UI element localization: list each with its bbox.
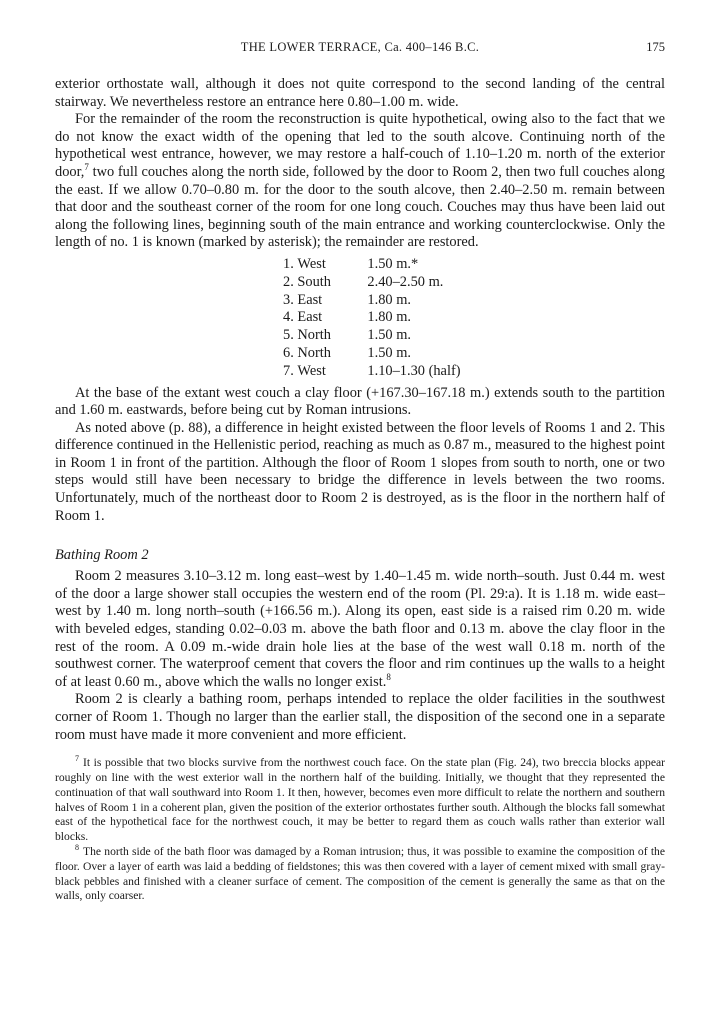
couch-direction: East — [297, 291, 323, 308]
paragraph: As noted above (p. 88), a difference in height existed between the floor levels of Rooms 1 and 2. This difference continued in the Hellenistic period, reaching as much as 0.87 m., measured to the highest point in Room 1 in front of the partition. Although the floor of Room 1 slopes from south to north, one or two steps would still have been necessary to bridge the difference in levels between the two rooms. Unfortunately, much of the northeast door to Room 2 is destroyed, as is the floor in the northern half of Room 1. — [55, 419, 665, 524]
couch-row — [283, 345, 665, 363]
paragraph-text: two full couches along the north side, followed by the door to Room 2, then two full couches along the east. If we allow 0.70–0.80 m. for the door to the south alcove, then 2.40–2.50 m. remain between that door and the southeast corner of the room for one long couch. Couches may thus have been laid out along the following lines, beginning south of the main entrance and working counterclockwise. Only the length of no. 1 is known (marked by asterisk); the remainder are restored. — [55, 163, 665, 251]
running-head: THE LOWER TERRACE, Ca. 400–146 B.C. — [240, 40, 480, 54]
couch-row — [283, 256, 665, 274]
couch-row — [283, 327, 665, 345]
footnote-ref: 7 — [84, 162, 89, 173]
footnote-ref: 8 — [386, 672, 391, 683]
couch-num: 3. — [283, 291, 294, 308]
paragraph — [55, 111, 665, 252]
couch-direction: East — [297, 309, 323, 326]
paragraph: Room 2 is clearly a bathing room, perhaps intended to replace the older facilities in the southwest corner of Room 1. Though no larger than the earlier stall, the disposition of the second one in a separate room must have made it more convenient and more efficient. — [55, 691, 665, 743]
page — [55, 40, 665, 904]
couch-row — [283, 292, 665, 310]
footnote-number: 7 — [75, 754, 79, 764]
couch-direction: North — [297, 344, 331, 361]
page-header — [55, 40, 665, 60]
footnote-text: The north side of the bath floor was damaged by a Roman intrusion; thus, it was possible to examine the composition of the floor. Over a layer of earth was laid a bedding of fieldstones; this was then covered with a layer of cement mixed with small gray-black pebbles and finished with a cleaner surface of cement. The composition of the cement is generally the same as that on the walls, only coarser. — [55, 844, 665, 903]
couch-length: 1.50 m.* — [367, 255, 419, 272]
paragraph-text: For the remainder of the room the reconstruction is quite hypothetical, owing also to the fact that we do not know the exact width of the opening that led to the south alcove. Continuing north of the hypothetical west entrance, however, we may restore a half-couch of 1.10–1.20 m. north of the exterior door, — [55, 111, 665, 180]
page-number: 175 — [646, 40, 665, 54]
couch-num: 7. — [283, 362, 294, 379]
couch-num: 4. — [283, 309, 294, 326]
couch-length: 1.50 m. — [367, 344, 411, 361]
couch-length: 1.10–1.30 (half) — [367, 362, 461, 379]
couch-num: 6. — [283, 344, 294, 361]
footnote-number: 8 — [75, 843, 79, 853]
couch-row — [283, 363, 665, 381]
footnotes — [55, 756, 665, 904]
couch-list — [283, 256, 665, 381]
couch-num: 1. — [283, 255, 294, 272]
paragraph — [55, 568, 665, 691]
couch-row — [283, 274, 665, 292]
footnote-text: It is possible that two blocks survive from the northwest couch face. On the state plan (Fig. 24), two breccia blocks appear roughly on line with the west exterior wall in the northern half of the building. Initially, we thought that they represented the continuation of that wall southward into Room 1. It then, however, becomes even more difficult to relate the northern and southern halves of Room 1 in a coherent plan, given the position of the exterior orthostates further south. Although the blocks fall somewhat east of the hypothetical face for the northwest couch, it may be better to regard them as couch walls rather than exterior wall blocks. — [55, 756, 665, 844]
footnote — [55, 756, 665, 845]
couch-direction: West — [297, 362, 326, 379]
couch-length: 2.40–2.50 m. — [367, 273, 444, 290]
couch-num: 5. — [283, 327, 294, 344]
couch-length: 1.50 m. — [367, 327, 411, 344]
section-title: Bathing Room 2 — [55, 547, 149, 564]
couch-row — [283, 309, 665, 327]
couch-direction: South — [297, 273, 331, 290]
couch-length: 1.80 m. — [367, 309, 411, 326]
couch-direction: West — [297, 255, 326, 272]
couch-num: 2. — [283, 273, 294, 290]
paragraph-text: Room 2 measures 3.10–3.12 m. long east–west by 1.40–1.45 m. wide north–south. Just 0.44 m. west of the door a large shower stall occupies the western end of the room (Pl. 29:a). It is 1.18 m. wide east–west by 1.40 m. long north–south (+166.56 m.). Along its open, east side is a raised rim 0.20 m. wide with beveled edges, standing 0.02–0.03 m. above the bath floor and 0.13 m. above the clay floor in the rest of the room. A 0.09 m.-wide drain hole lies at the base of the west wall 0.18 m. north of the southwest corner. The waterproof cement that covers the floor and rim continues up the walls to a height of at least 0.60 m., above which the walls no longer exist. — [55, 568, 665, 690]
footnote — [55, 845, 665, 904]
paragraph: exterior orthostate wall, although it does not quite correspond to the second landing of the central stairway. We nevertheless restore an entrance here 0.80–1.00 m. wide. — [55, 76, 665, 110]
paragraph: At the base of the extant west couch a clay floor (+167.30–167.18 m.) extends south to the partition and 1.60 m. eastwards, before being cut by Roman intrusions. — [55, 384, 665, 419]
couch-direction: North — [297, 327, 331, 344]
couch-length: 1.80 m. — [367, 291, 411, 308]
